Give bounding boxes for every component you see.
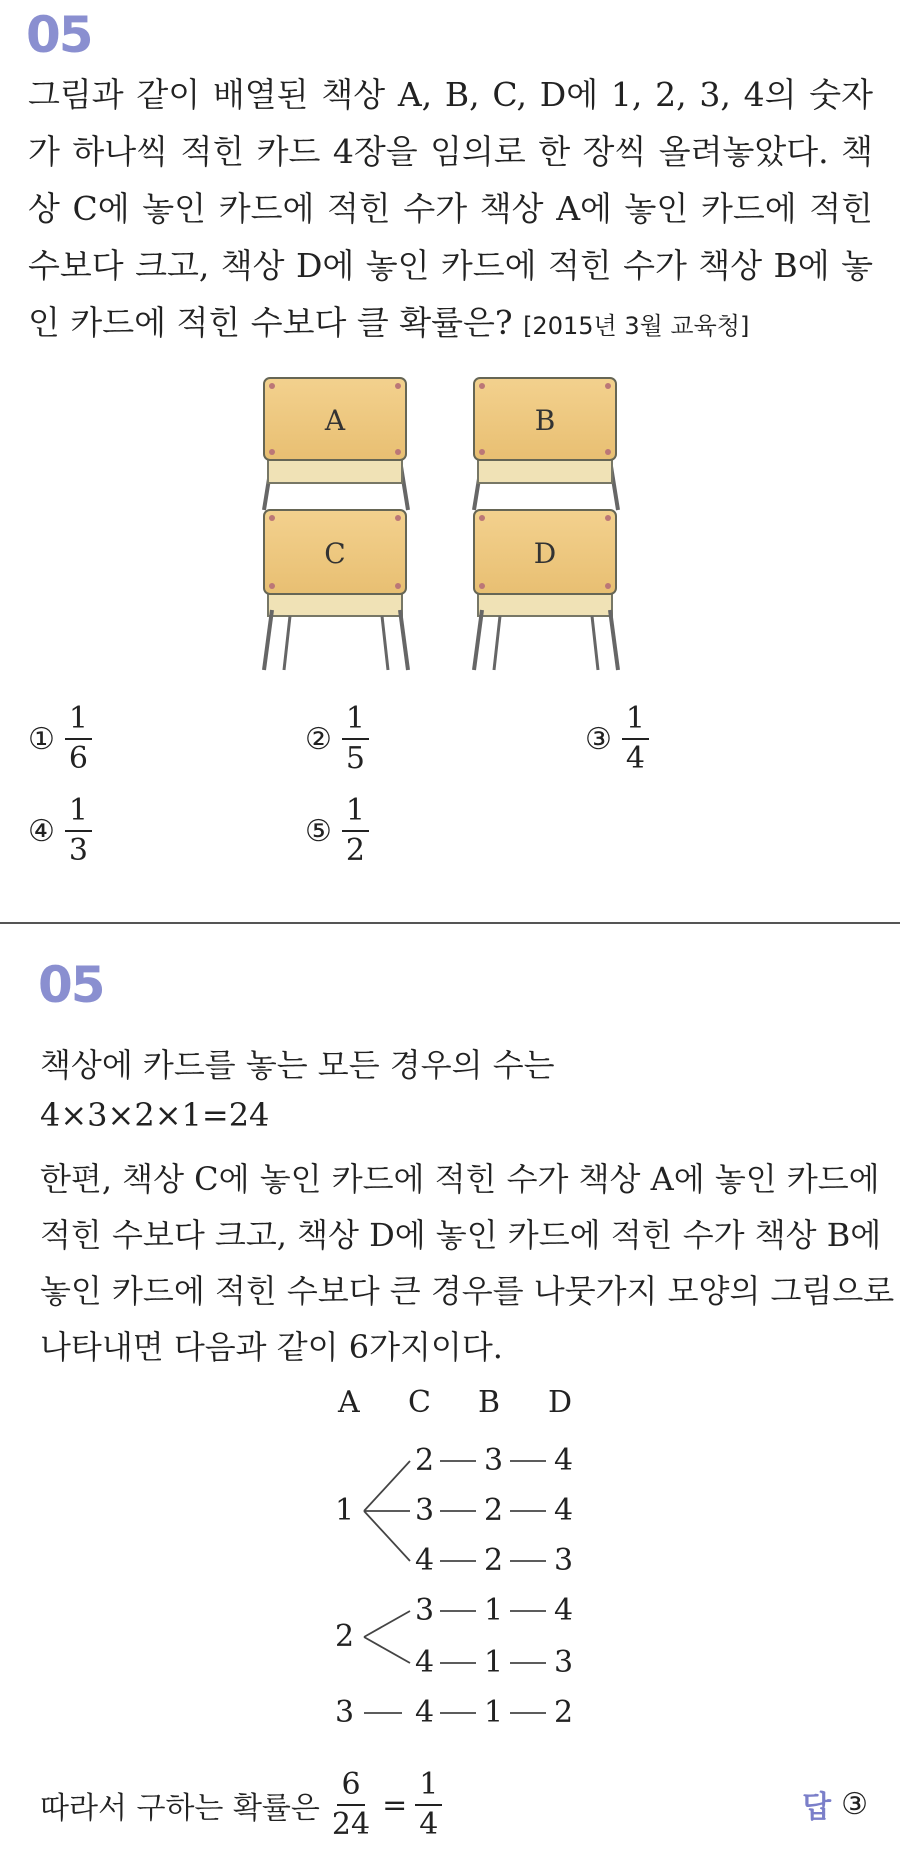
tree-header-d: D: [548, 1385, 573, 1420]
section-divider: [0, 922, 900, 924]
choice-fraction: $\frac{1}{4}$: [622, 704, 649, 774]
final-fraction-1: $\frac{6}{24}$: [331, 1767, 371, 1842]
tree-node: 3: [415, 1593, 435, 1628]
choice-fraction: $\frac{1}{3}$: [65, 796, 92, 866]
tree-node: 4: [415, 1543, 435, 1578]
desk-label-c: C: [324, 537, 346, 570]
problem-line: 수보다 크고, 책상 D에 놓인 카드에 적힌 수가 책상 B에 놓: [28, 246, 873, 285]
choice-fraction: $\frac{1}{5}$: [342, 704, 369, 774]
desk-b: [474, 378, 618, 510]
solution-line: 나타내면 다음과 같이 6가지이다.: [40, 1328, 503, 1366]
problem-source: [2015년 3월 교육청]: [523, 312, 750, 340]
tree-node: 1: [484, 1645, 504, 1680]
tree-node: 1: [484, 1593, 504, 1628]
problem-line: 그림과 같이 배열된 책상 A, B, C, D에 1, 2, 3, 4의 숫자: [28, 75, 873, 114]
final-text: 따라서 구하는 확률은: [40, 1791, 320, 1826]
tree-node: 1: [335, 1493, 355, 1528]
answer-value: ③: [841, 1786, 868, 1822]
tree-header-c: C: [408, 1385, 431, 1420]
tree-node: 4: [554, 1493, 574, 1528]
tree-node: 3: [335, 1695, 355, 1730]
tree-header-b: B: [478, 1385, 501, 1420]
tree-node: 2: [415, 1443, 435, 1478]
answer-label: 답: [802, 1790, 832, 1825]
solution-line: 놓인 카드에 적힌 수보다 큰 경우를 나뭇가지 모양의 그림으로: [40, 1272, 895, 1310]
desk-label-d: D: [533, 537, 557, 570]
choice-mark: ①: [28, 721, 55, 757]
tree-node: 3: [415, 1493, 435, 1528]
desk-c: [264, 510, 408, 670]
answer: [802, 1782, 868, 1826]
problem-text: [28, 66, 873, 355]
tree-header-a: A: [338, 1385, 360, 1420]
solution-line: 책상에 카드를 놓는 모든 경우의 수는: [40, 1046, 555, 1084]
desks-illustration: [250, 370, 650, 680]
tree-node: 3: [554, 1543, 574, 1578]
tree-node: 4: [415, 1695, 435, 1730]
solution-number: 05: [38, 956, 104, 1014]
choice-mark: ⑤: [305, 813, 332, 849]
problem-line: 상 C에 놓인 카드에 적힌 수가 책상 A에 놓인 카드에 적힌: [28, 189, 873, 228]
problem-number: 05: [26, 6, 92, 64]
tree-node: 2: [484, 1543, 504, 1578]
tree-node: 4: [554, 1443, 574, 1478]
choice-3[interactable]: [585, 701, 649, 776]
choice-1[interactable]: [28, 701, 92, 776]
final-fraction-2: $\frac{1}{4}$: [415, 1770, 442, 1840]
tree-node: 3: [554, 1645, 574, 1680]
solution-formula: 4×3×2×1=24: [40, 1096, 270, 1134]
problem-line: 인 카드에 적힌 수보다 클 확률은? [2015년 3월 교육청]: [28, 303, 750, 342]
choice-fraction: $\frac{1}{6}$: [65, 704, 92, 774]
tree-node: 2: [484, 1493, 504, 1528]
choice-4[interactable]: [28, 793, 92, 868]
tree-node: 4: [554, 1593, 574, 1628]
choice-fraction: $\frac{1}{2}$: [342, 796, 369, 866]
final-equals: =: [382, 1787, 408, 1823]
choice-mark: ②: [305, 721, 332, 757]
tree-node: 2: [554, 1695, 574, 1730]
choice-2[interactable]: [305, 701, 369, 776]
problem-line: 가 하나씩 적힌 카드 4장을 임의로 한 장씩 올려놓았다. 책: [28, 132, 873, 171]
tree-node: 4: [415, 1645, 435, 1680]
desk-d: [474, 510, 618, 670]
desk-label-a: A: [324, 404, 346, 437]
tree-node: 1: [484, 1695, 504, 1730]
final-line: [40, 1767, 442, 1842]
choice-mark: ④: [28, 813, 55, 849]
tree-node: 3: [484, 1443, 504, 1478]
desk-a: [264, 378, 408, 510]
choice-mark: ③: [585, 721, 612, 757]
desk-label-b: B: [534, 404, 556, 437]
solution-line: 한편, 책상 C에 놓인 카드에 적힌 수가 책상 A에 놓인 카드에: [40, 1160, 880, 1198]
tree-diagram: [330, 1385, 610, 1735]
choice-5[interactable]: [305, 793, 369, 868]
tree-node: 2: [335, 1619, 355, 1654]
solution-line: 적힌 수보다 크고, 책상 D에 놓인 카드에 적힌 수가 책상 B에: [40, 1216, 882, 1254]
